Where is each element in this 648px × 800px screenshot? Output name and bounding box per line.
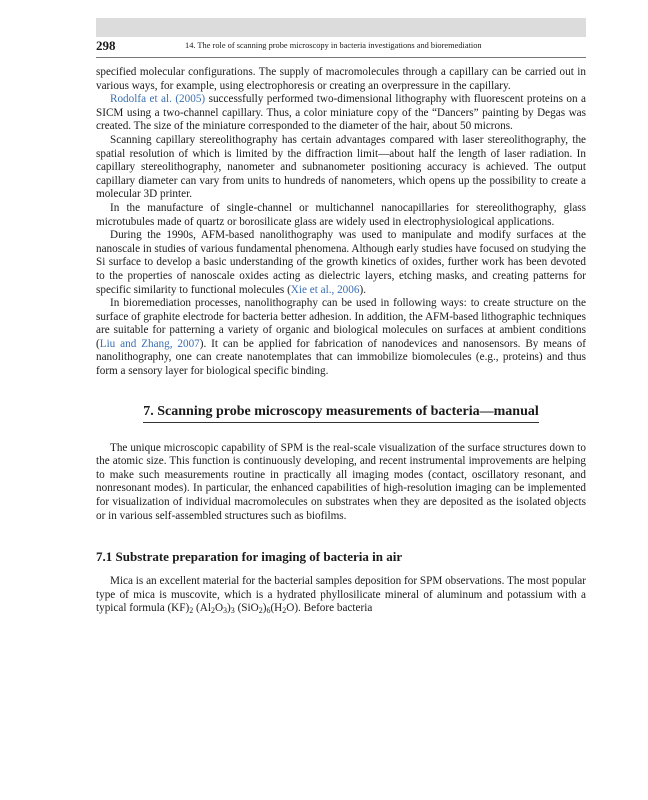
subsection-heading: 7.1 Substrate preparation for imaging of bacteria in air	[96, 549, 403, 565]
paragraph-text: ).	[359, 283, 366, 296]
citation-link[interactable]: Liu and Zhang, 2007	[99, 337, 200, 350]
formula-subscript: 2	[210, 606, 215, 616]
formula-subscript: 2	[282, 606, 287, 616]
formula-text: (SiO	[234, 602, 259, 615]
formula-text: O). Before bacteria	[286, 602, 373, 615]
formula-text: )	[227, 602, 231, 615]
paragraph	[96, 297, 586, 379]
paragraph: specified molecular configurations. The supply of macromolecules through a capillary can be carried out in various ways, for example, using electrophoresis or creating an overpressure in the capillary.	[96, 66, 586, 92]
paragraph: Scanning capillary stereolithography has certain advantages compared with laser stereolithography, the spatial resolution of which is limited by the diffraction limit—about half the length of laser radiation. In capillary stereolithography, nanometer and subnanometer positioning accuracy is achieved. The output capillary diameter can vary from units to hundreds of nanometers, which opens up the possibility to create a molecular 3D printer.	[96, 133, 586, 201]
paragraph-text: In bioremediation processes, nanolithography can be used in following ways: to create structure on the surface of graphite electrode for bacteria better adhesion. In addition, the AFM-based lithographic techniques are suitable for patterning a variety of organic and biological molecules on surfaces at ambient conditions (	[96, 297, 586, 350]
running-head: 14. The role of scanning probe microscopy in bacteria investigations and bioremediation	[185, 41, 482, 50]
page-number: 298	[96, 38, 116, 53]
citation-link[interactable]: Xie et al., 2006	[290, 283, 360, 296]
paragraph-text: During the 1990s, AFM-based nanolithography was used to manipulate and modify surfaces at the nanoscale in studies of various fundamental phenomena. Although early studies have focused on studying the Si surface to develop a basic understanding of the growth kinetics of oxides, further work has been devoted to the properties of nanoscale oxides acting as dielectric layers, etching masks, and creating patterns for specific similarity to functional molecules (	[96, 229, 586, 296]
paragraph-text: ). It can be applied for fabrication of nanodevices and nanosensors. By means of nanolithography, one can create nanotemplates that can immobilize biomolecules (e.g., proteins) and thus form a sensory layer for biological specific binding.	[96, 337, 586, 378]
paragraph	[96, 575, 586, 616]
section-heading	[96, 403, 586, 423]
paragraph: The unique microscopic capability of SPM is the real-scale visualization of the surface structures down to the atomic size. This function is continuously developing, and recent instrumental improvements are helping to make such measurements routine in practically all imaging modes (contact, oscillatory resonant, and nonresonant modes). In particular, the enhanced capabilities of high-resolution imaging can be implemented for visualization of individual macromolecules on substrates when they are deposited as the isolated objects or in various self-assembled structures such as biofilms.	[96, 441, 586, 522]
header-bar	[96, 18, 586, 37]
formula-text: (Al	[193, 602, 211, 615]
paragraph-text: successfully performed two-dimensional lithography with fluorescent proteins on a SICM using a two-channel capillary. Thus, a color miniature copy of the “Dancers” painting by Degas was created. The size of the miniature corresponded to the diameter of the hair, about 50 microns.	[96, 93, 586, 133]
formula-text: (H	[270, 602, 283, 615]
paragraph	[96, 229, 586, 297]
formula-subscript: 3	[223, 606, 228, 616]
paragraph	[96, 93, 586, 134]
formula-subscript: 3	[230, 606, 235, 616]
formula-text: )	[262, 602, 267, 615]
formula-subscript: 6	[266, 606, 271, 616]
citation-link[interactable]: Rodolfa et al. (2005)	[110, 93, 206, 106]
page-body	[96, 66, 586, 616]
formula-text: O	[214, 602, 224, 615]
section-heading-text: 7. Scanning probe microscopy measurements of bacteria—manual	[143, 403, 539, 423]
paragraph-text: Mica is an excellent material for the bacterial samples deposition for SPM observations. The most popular type of mica is muscovite, which is a hydrated phyllosilicate mineral of aluminum and potassium with a typical formula (KF)	[96, 575, 586, 615]
paragraph: In the manufacture of single-channel or multichannel nanocapillaries for stereolithography, glass microtubules made of quartz or borosilicate glass are widely used in electrophysiological applications.	[96, 201, 586, 228]
formula-subscript: 2	[258, 606, 263, 616]
formula-subscript: 2	[189, 606, 194, 616]
